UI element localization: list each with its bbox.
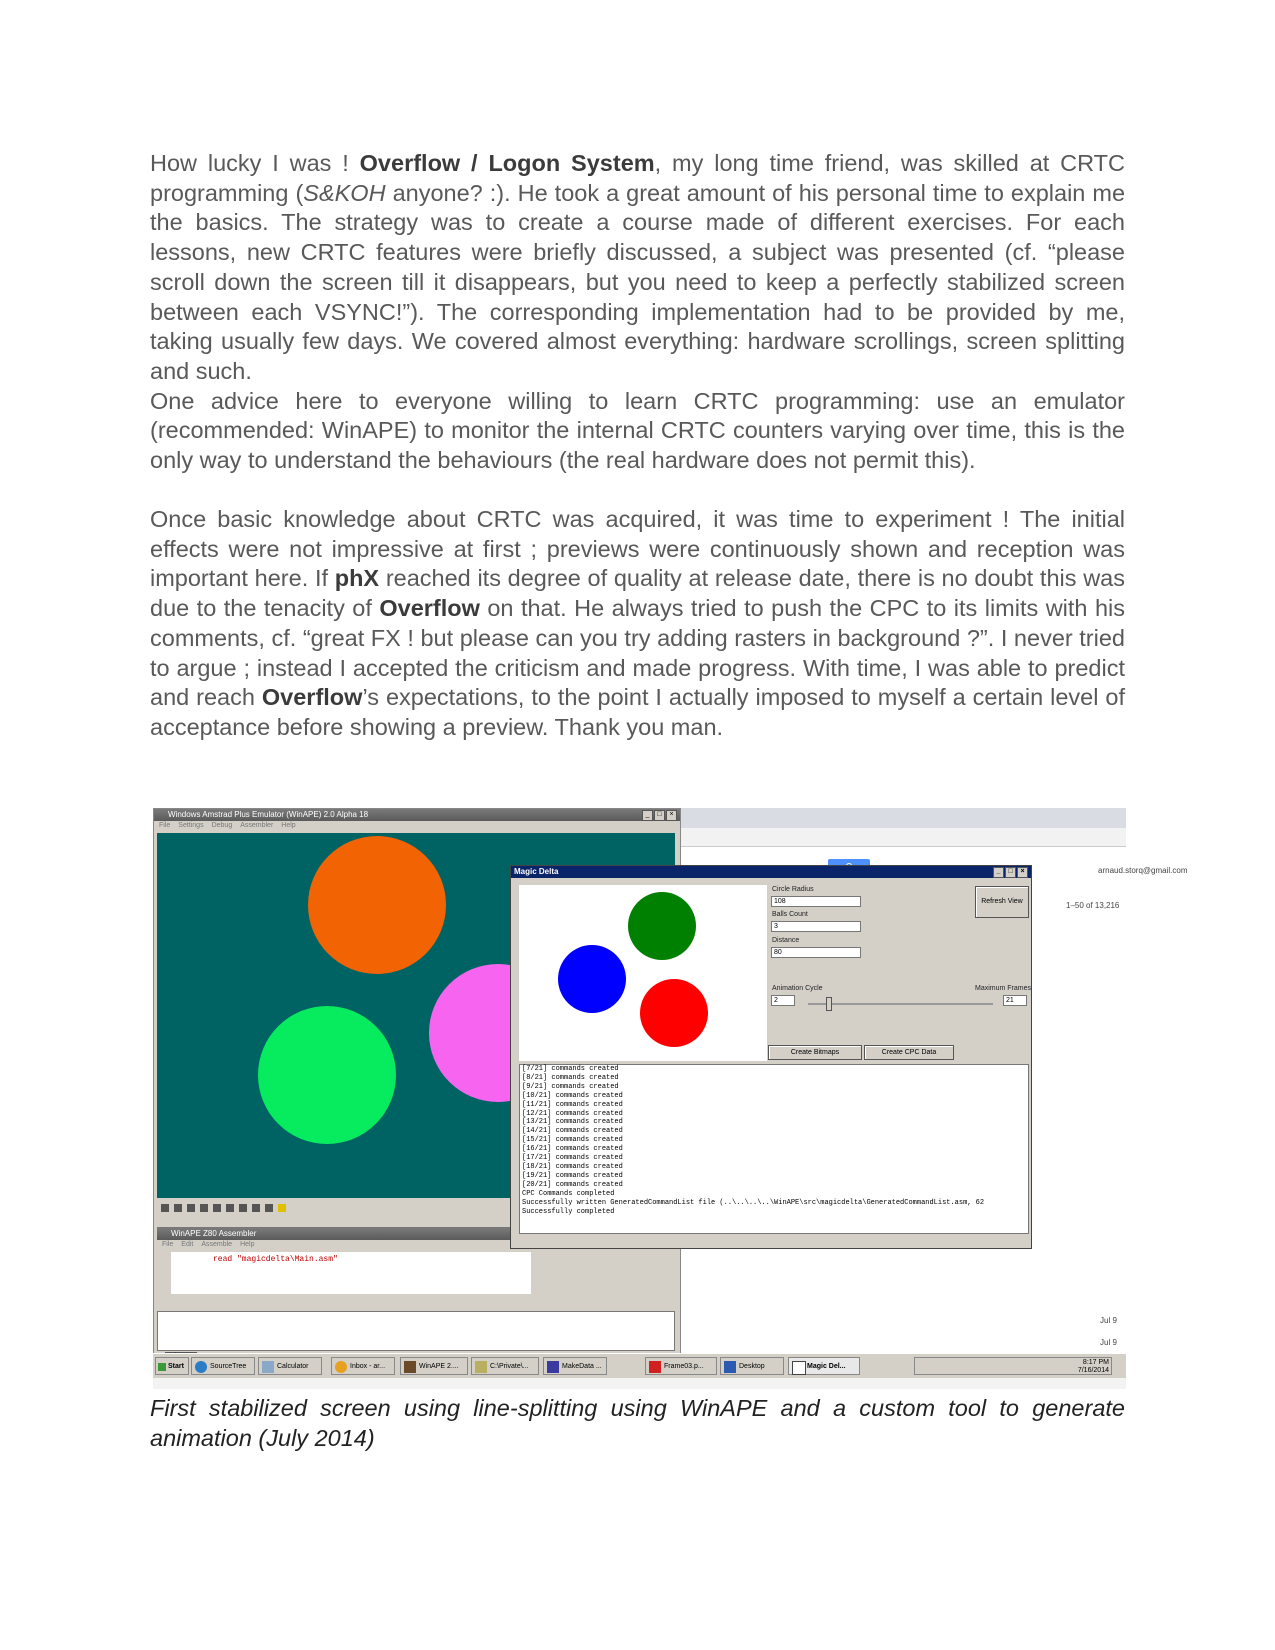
console-line: Successfully completed xyxy=(522,1207,615,1216)
winape-titlebar xyxy=(154,809,680,821)
taskbar-item[interactable]: WinAPE 2.... xyxy=(400,1357,468,1375)
maximum-frames-field[interactable]: 21 xyxy=(1003,995,1027,1006)
console-line: [19/21] commands created xyxy=(522,1171,623,1180)
step-icon[interactable] xyxy=(187,1204,195,1212)
console-line: [18/21] commands created xyxy=(522,1162,623,1171)
menu-item[interactable]: File xyxy=(162,1241,174,1248)
winape-title: Windows Amstrad Plus Emulator (WinAPE) 2.0 Alpha 18 xyxy=(168,810,369,819)
figure-caption: First stabilized screen using line-splitting using WinAPE and a custom tool to generate animation (July 2014) xyxy=(150,1395,1125,1451)
green-ball xyxy=(628,892,696,960)
record-icon[interactable] xyxy=(239,1204,247,1212)
minimize-icon[interactable]: _ xyxy=(642,810,653,821)
magic-delta-window xyxy=(510,865,1032,1249)
menu-item[interactable]: Assembler xyxy=(240,822,274,829)
visual-studio-icon xyxy=(547,1361,559,1373)
gmail-count: 1–50 of 13,216 xyxy=(1066,901,1120,910)
console-line: [11/21] commands created xyxy=(522,1100,623,1109)
console-line: [10/21] commands created xyxy=(522,1091,623,1100)
browser-address-bar[interactable] xyxy=(678,828,1126,847)
intro-text xyxy=(150,149,1125,476)
maximize-icon[interactable]: □ xyxy=(654,810,665,821)
magic-delta-titlebar: Magic Delta _ □ × xyxy=(511,866,1031,878)
console-line: [7/21] commands created xyxy=(522,1065,619,1073)
distance-field[interactable]: 80 xyxy=(771,947,861,958)
console-line: [15/21] commands created xyxy=(522,1136,623,1145)
overflow-name-3: Overflow xyxy=(261,684,363,711)
maximum-frames-label: Maximum Frames xyxy=(975,985,1032,992)
gmail-date: Jul 9 xyxy=(1100,1316,1117,1325)
taskbar-item[interactable]: SourceTree xyxy=(191,1357,255,1375)
animation-cycle-field[interactable]: 2 xyxy=(771,995,795,1006)
disk-icon[interactable] xyxy=(200,1204,208,1212)
animation-slider-track[interactable] xyxy=(808,1003,993,1005)
taskbar-item-active[interactable]: Magic Del... xyxy=(788,1357,860,1375)
console-output xyxy=(519,1064,1029,1234)
tape-icon[interactable] xyxy=(226,1204,234,1212)
circle-radius-label: Circle Radius xyxy=(772,886,814,893)
blue-ball xyxy=(558,945,626,1013)
sourcetree-icon xyxy=(195,1361,207,1373)
console-line: [14/21] commands created xyxy=(522,1127,623,1136)
create-cpc-data-button[interactable]: Create CPC Data xyxy=(864,1045,954,1060)
gmail-date: Jul 9 xyxy=(1100,1338,1117,1347)
pause-icon[interactable] xyxy=(174,1204,182,1212)
taskbar-item[interactable]: Inbox - ar... xyxy=(331,1357,395,1375)
chrome-icon xyxy=(335,1361,347,1373)
system-tray xyxy=(914,1357,1112,1375)
windows-logo-icon xyxy=(158,1363,166,1371)
create-bitmaps-button[interactable]: Create Bitmaps xyxy=(768,1045,862,1060)
paragraph-experiment: Once basic knowledge about CRTC was acquired, it was time to experiment ! The initial effects were not impressive at first ; previews were continuously shown and reception was important here. If phX reached its degree of quality at release date, there is no doubt this was due to the tenacity of Overflow on that. He always tried to push the CPC to its limits with his comments, cf. “great FX ! but please can you try adding rasters in background ?”. I never tried to argue ; instead I accepted the criticism and made progress. With time, I was able to predict and reach Overflow’s expectations, to the point I actually imposed to myself a certain level of acceptance before showing a preview. Thank you man. xyxy=(150,506,1126,740)
network-icon[interactable] xyxy=(252,1204,260,1212)
gmail-account[interactable]: arnaud.storq@gmail.com xyxy=(1098,866,1188,875)
browser-tabstrip xyxy=(678,808,1126,828)
close-icon[interactable]: × xyxy=(1017,867,1028,878)
refresh-view-button[interactable]: Refresh View xyxy=(975,886,1029,918)
close-icon[interactable]: × xyxy=(666,810,677,821)
distance-label: Distance xyxy=(772,937,800,944)
console-line: [16/21] commands created xyxy=(522,1145,623,1154)
windows-taskbar xyxy=(153,1353,1126,1378)
console-line: Successfully written GeneratedCommandList file (..\..\..\..\WinAPE\src\magicdelta\GeneratedCommandList.asm, 62 xyxy=(522,1198,985,1207)
console-line: [8/21] commands created xyxy=(522,1073,619,1082)
menu-item[interactable]: Help xyxy=(281,822,296,829)
taskbar-item[interactable]: MakeData ... xyxy=(543,1357,607,1375)
console-line: [9/21] commands created xyxy=(522,1082,619,1091)
folder-icon xyxy=(475,1361,487,1373)
red-ball xyxy=(640,979,708,1047)
help-icon[interactable] xyxy=(278,1204,286,1212)
taskbar-item[interactable]: C:\Private\... xyxy=(471,1357,539,1375)
experiment-text xyxy=(150,505,1125,743)
menu-item[interactable]: Debug xyxy=(211,822,233,829)
magic-delta-icon xyxy=(792,1361,806,1375)
taskbar-item[interactable]: Calculator xyxy=(258,1357,322,1375)
console-line: [20/21] commands created xyxy=(522,1180,623,1189)
overflow-name-2: Overflow xyxy=(379,595,480,622)
menu-item[interactable]: Edit xyxy=(181,1241,194,1248)
screenshot-figure xyxy=(153,808,1188,1389)
console-line: [13/21] commands created xyxy=(522,1118,623,1127)
winape-menubar xyxy=(154,821,680,831)
paragraph-overflow-story: How lucky I was ! Overflow / Logon System, my long time friend, was skilled at CRTC programming (S&KOH anyone? :). He took a great amount of his personal time to explain me the basics. The strategy was to create a course made of different exercises. For each lessons, new CRTC features were briefly discussed, a subject was presented (cf. “please scroll down the screen till it disappears, but you need to keep a perfectly stabilized screen between each VSYNC!”). The corresponding implementation had to be provided by me, taking usually few days. We covered almost everything: hardware scrollings, screen splitting and such. xyxy=(150,150,1126,384)
paragraph-emulator-advice: One advice here to everyone willing to learn CRTC programming: use an emulator (recommended: WinAPE) to monitor the internal CRTC counters varying over time, this is the only way to understand the behaviours (the real hardware does not permit this). xyxy=(150,387,1125,474)
start-button[interactable]: Start xyxy=(155,1357,189,1375)
skoh-reference: S&KOH xyxy=(303,179,386,206)
taskbar-item[interactable]: Desktop xyxy=(720,1357,784,1375)
menu-item[interactable]: Help xyxy=(240,1241,255,1248)
menu-item[interactable]: Assemble xyxy=(201,1241,233,1248)
menu-item[interactable]: Settings xyxy=(178,822,204,829)
console-line: CPC Commands completed xyxy=(522,1189,615,1198)
play-icon[interactable] xyxy=(161,1204,169,1212)
balls-count-field[interactable]: 3 xyxy=(771,921,861,932)
phx-name: phX xyxy=(334,565,380,592)
minimize-icon[interactable]: _ xyxy=(993,867,1004,878)
paint-icon xyxy=(649,1361,661,1373)
console-line: [17/21] commands created xyxy=(522,1154,623,1163)
taskbar-item[interactable]: Frame03.p... xyxy=(645,1357,717,1375)
orange-circle xyxy=(308,836,446,974)
preview-canvas xyxy=(519,885,767,1061)
save-icon[interactable] xyxy=(213,1204,221,1212)
menu-item[interactable]: File xyxy=(159,822,171,829)
system-clock: 8:17 PM 7/16/2014 xyxy=(1077,1359,1109,1374)
overflow-name: Overflow / Logon System xyxy=(359,150,655,176)
assembler-output xyxy=(157,1311,675,1351)
balls-count-label: Balls Count xyxy=(772,911,808,918)
animation-cycle-label: Animation Cycle xyxy=(772,985,823,992)
console-line: [12/21] commands created xyxy=(522,1109,623,1118)
circle-radius-field[interactable]: 108 xyxy=(771,896,861,907)
desktop-icon xyxy=(724,1361,736,1373)
assembler-window xyxy=(157,1227,675,1374)
winape-icon xyxy=(404,1361,416,1373)
maximize-icon[interactable]: □ xyxy=(1005,867,1016,878)
calculator-icon xyxy=(262,1361,274,1373)
assembler-code[interactable]: read "magicdelta\Main.asm" xyxy=(171,1252,531,1294)
green-circle xyxy=(258,1006,396,1144)
animation-slider-thumb[interactable] xyxy=(826,997,832,1011)
debug-icon[interactable] xyxy=(265,1204,273,1212)
assembler-titlebar: WinAPE Z80 Assembler xyxy=(157,1228,675,1240)
